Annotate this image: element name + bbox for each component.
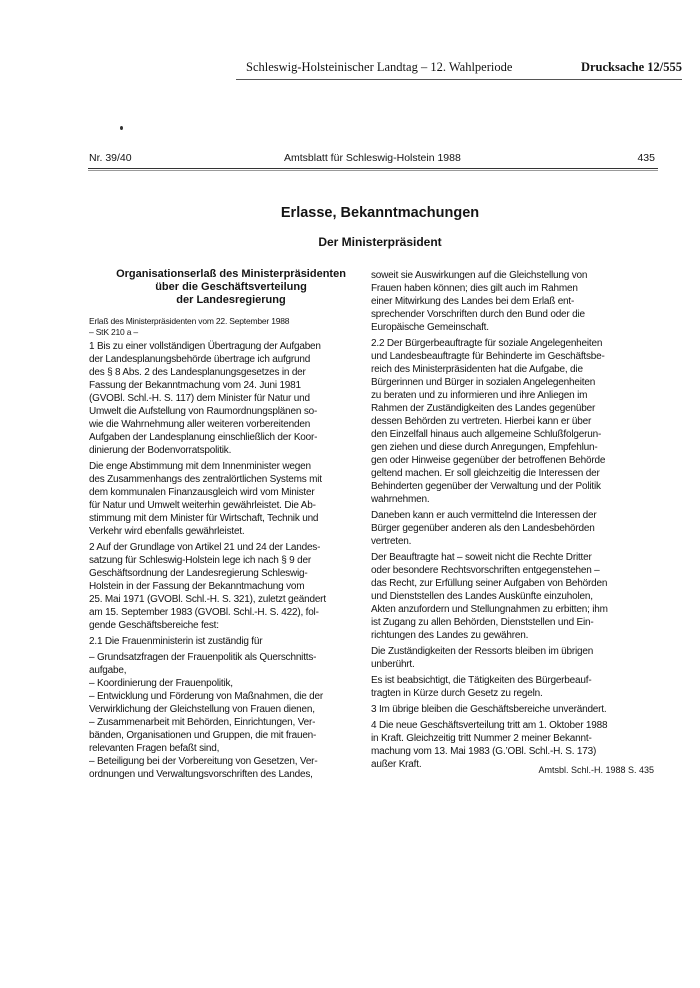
text-line: – Koordinierung der Frauenpolitik,: [89, 678, 233, 689]
running-head-rule-thin: [88, 170, 658, 171]
text-line: Akten anzufordern und Stellungnahmen zu erbitten; ihm: [371, 604, 608, 615]
text-line: den Einzelfall hinaus auch allgemeine Schlußfolgerun-: [371, 429, 602, 440]
text-line: Die enge Abstimmung mit dem Innenminister wegen: [89, 461, 311, 472]
text-line: das Recht, zur Erfüllung seiner Aufgaben von Behörden: [371, 578, 608, 589]
text-line: wie die Wahrnehmung aller weiteren vorbereitenden: [89, 419, 311, 430]
text-line: – Entwicklung und Förderung von Maßnahmen, die der: [89, 691, 324, 702]
text-line: vertreten.: [371, 536, 412, 547]
text-line: 25. Mai 1971 (GVOBl. Schl.-H. S. 321), zuletzt geändert: [89, 594, 326, 605]
text-line: wahrnehmen.: [371, 494, 430, 505]
text-line: außer Kraft.: [371, 759, 422, 770]
running-head-rule: [88, 168, 658, 169]
text-line: sprechender Vorschriften durch den Bund oder die: [371, 309, 585, 320]
text-line: satzung für Schleswig-Holstein lege ich nach § 9 der: [89, 555, 311, 566]
text-line: Behinderten gegenüber der Verwaltung und der Politik: [371, 481, 601, 492]
text-line: 4 Die neue Geschäftsverteilung tritt am 1. Oktober 1988: [371, 720, 608, 731]
text-line: richtungen des Landes zu gewähren.: [371, 630, 529, 641]
text-line: Verwirklichung der Gleichstellung von Frauen dienen,: [89, 704, 315, 715]
text-line: einer Mitwirkung des Landes bei dem Erlaß ent-: [371, 296, 575, 307]
text-line: Geschäftsordnung der Landesregierung Schleswig-: [89, 568, 308, 579]
text-line: ist Zugang zu allen Behörden, Dienststellen und Ein-: [371, 617, 594, 628]
section-title: Erlasse, Bekanntmachungen: [280, 205, 480, 221]
text-line: oder besondere Rechtsvorschriften entgegenstehen –: [371, 565, 600, 576]
text-line: reich des Ministerpräsidenten hat die Aufgabe, die: [371, 364, 583, 375]
right-column: [371, 269, 661, 771]
meta-line: – StK 210 a –: [89, 327, 138, 337]
section-subtitle: Der Ministerpräsident: [318, 235, 442, 249]
text-line: Der Beauftragte hat – soweit nicht die Rechte Dritter: [371, 552, 592, 563]
text-line: am 15. September 1983 (GVOBl. Schl.-H. S. 422), fol-: [89, 607, 319, 618]
article-title-line: Organisationserlaß des Ministerpräsidenten: [116, 268, 346, 280]
header-doc-number: Drucksache 12/555: [580, 60, 682, 74]
left-column: [89, 340, 361, 781]
text-line: zu beraten und zu informieren und ihre Anliegen im: [371, 390, 588, 401]
text-line: ordnungen und Verwaltungsvorschriften des Landes,: [89, 769, 313, 780]
text-line: Die Zuständigkeiten der Ressorts bleiben im übrigen: [371, 646, 594, 657]
text-line: dem kommunalen Finanzausgleich wird vom Minister: [89, 487, 315, 498]
text-line: 3 Im übrige bleiben die Geschäftsbereiche unverändert.: [371, 704, 607, 715]
text-line: Bürgerinnen und Bürger in sozialen Angelegenheiten: [371, 377, 596, 388]
header-rule: [236, 79, 682, 80]
text-line: und Landesbeauftragte für Behinderte im Geschäftsbe-: [371, 351, 605, 362]
text-line: Fassung der Bekanntmachung vom 24. Juni 1981: [89, 380, 301, 391]
text-line: 1 Bis zu einer vollständigen Übertragung der Aufgaben: [89, 341, 321, 352]
text-line: für Natur und Umwelt weiterhin gewährleistet. Die Ab-: [89, 500, 316, 511]
text-line: dinierung der Bodenvorratspolitik.: [89, 445, 232, 456]
article-title-line: über die Geschäftsverteilung: [155, 281, 307, 293]
issue-number: Nr. 39/40: [89, 152, 132, 164]
text-line: Aufgaben der Landesplanung einschließlich der Koor-: [89, 432, 318, 443]
ink-dot: [120, 126, 123, 130]
meta-line: Erlaß des Ministerpräsidenten vom 22. September 1988: [89, 316, 290, 326]
text-line: gen oder Hinweise gegenüber der betroffenen Behörde: [371, 455, 606, 466]
text-line: Verkehr wird ebenfalls gewährleistet.: [89, 526, 245, 537]
text-line: stimmung mit dem Minister für Wirtschaft, Technik und: [89, 513, 319, 524]
text-line: Daneben kann er auch vermittelnd die Interessen der: [371, 510, 597, 521]
text-line: – Zusammenarbeit mit Behörden, Einrichtungen, Ver-: [89, 717, 316, 728]
text-line: und Dienststellen des Landes Auskünfte einzuholen,: [371, 591, 593, 602]
text-line: Umwelt die Aufstellung von Raumordnungsplänen so-: [89, 406, 318, 417]
article-title-line: der Landesregierung: [176, 294, 286, 306]
text-line: gende Geschäftsbereiche fest:: [89, 620, 219, 631]
page-number: 435: [637, 152, 655, 164]
text-line: des Zusammenhangs des zentralörtlichen Systems mit: [89, 474, 322, 485]
text-line: – Beteiligung bei der Vorbereitung von Gesetzen, Ver-: [89, 756, 318, 767]
text-line: 2.2 Der Bürgerbeauftragte für soziale Angelegenheiten: [371, 338, 603, 349]
text-line: geltend machen. Er soll gleichzeitig die Interessen der: [371, 468, 600, 479]
text-line: Europäische Gemeinschaft.: [371, 322, 489, 333]
text-line: bänden, Organisationen und Gruppen, die mit frauen-: [89, 730, 317, 741]
text-line: unberührt.: [371, 659, 415, 670]
article-meta: [89, 316, 289, 338]
text-line: tragten in Kürze durch Gesetz zu regeln.: [371, 688, 543, 699]
text-line: 2 Auf der Grundlage von Artikel 21 und 24 der Landes-: [89, 542, 321, 553]
text-line: Es ist beabsichtigt, die Tätigkeiten des Bürgerbeauf-: [371, 675, 592, 686]
article-title: [96, 268, 366, 307]
text-line: des § 8 Abs. 2 des Landesplanungsgesetzes in der: [89, 367, 306, 378]
text-line: Bürger gegenüber anderen als den Landesbehörden: [371, 523, 595, 534]
text-line: Rahmen der Zuständigkeiten des Landes gegenüber: [371, 403, 596, 414]
text-line: Frauen haben können; dies gilt auch im Rahmen: [371, 283, 578, 294]
text-line: soweit sie Auswirkungen auf die Gleichstellung von: [371, 270, 588, 281]
header-title: Schleswig-Holsteinischer Landtag – 12. Wahlperiode: [246, 60, 513, 74]
text-line: der Landesplanungsbehörde übertrage ich aufgrund: [89, 354, 311, 365]
text-line: in Kraft. Gleichzeitig tritt Nummer 2 meiner Bekannt-: [371, 733, 592, 744]
text-line: 2.1 Die Frauenministerin ist zuständig für: [89, 636, 263, 647]
text-line: machung vom 13. Mai 1983 (G.’OBl. Schl.-H. S. 173): [371, 746, 597, 757]
text-line: (GVOBl. Schl.-H. S. 117) dem Minister für Natur und: [89, 393, 310, 404]
text-line: Holstein in der Fassung der Bekanntmachung vom: [89, 581, 305, 592]
citation-footer: Amtsbl. Schl.-H. 1988 S. 435: [538, 765, 654, 775]
text-line: gen ziehen und diese durch Anregungen, Empfehlun-: [371, 442, 598, 453]
text-line: aufgabe,: [89, 665, 127, 676]
text-line: relevanten Fragen befaßt sind,: [89, 743, 220, 754]
journal-title: Amtsblatt für Schleswig-Holstein 1988: [284, 152, 461, 164]
text-line: dessen Behörden zu vertreten. Hierbei kann er über: [371, 416, 592, 427]
text-line: – Grundsatzfragen der Frauenpolitik als Querschnitts-: [89, 652, 317, 663]
